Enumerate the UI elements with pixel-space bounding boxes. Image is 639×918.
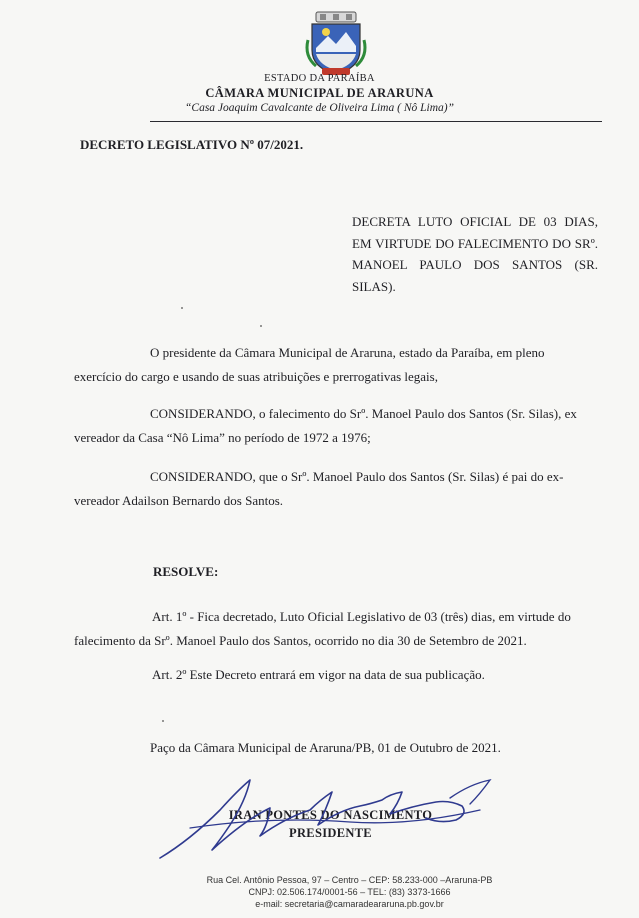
- decree-title: DECRETO LEGISLATIVO Nº 07/2021.: [80, 137, 304, 152]
- municipal-crest-icon: [302, 10, 370, 78]
- state-name: ESTADO DA PARAÍBA: [264, 73, 375, 84]
- scan-speck: [260, 325, 262, 327]
- house-name: “Casa Joaquim Cavalcante de Oliveira Lima ( Nô Lima)”: [185, 102, 454, 114]
- article-2: Art. 2º Este Decreto entrará em vigor na data de sua publicação.: [152, 667, 485, 682]
- place-and-date: Paço da Câmara Municipal de Araruna/PB, 01 de Outubro de 2021.: [150, 740, 501, 755]
- considering-paragraph-2: CONSIDERANDO, que o Srº. Manoel Paulo dos Santos (Sr. Silas) é pai do ex-vereador Adailson Bernardo dos Santos.: [74, 469, 564, 508]
- handwritten-signature: [150, 770, 510, 865]
- resolve-heading: RESOLVE:: [153, 564, 219, 579]
- scan-speck: [181, 307, 183, 309]
- preamble-paragraph: O presidente da Câmara Municipal de Araruna, estado da Paraíba, em pleno exercício do cargo e usando de suas atribuições e prerrogativas legais,: [74, 345, 545, 384]
- signer-role: PRESIDENTE: [289, 826, 372, 840]
- scan-speck: [162, 720, 164, 722]
- footer-email: e-mail: secretaria@camaradeararuna.pb.gov.br: [255, 899, 444, 909]
- footer-address: Rua Cel. Antônio Pessoa, 97 – Centro – CEP: 58.233-000 –Araruna-PB: [206, 875, 493, 885]
- considering-paragraph-1: CONSIDERANDO, o falecimento do Srº. Manoel Paulo dos Santos (Sr. Silas), ex vereador da Casa “Nô Lima” no período de 1972 a 1976;: [74, 406, 577, 445]
- footer-ids: CNPJ: 02.506.174/0001-56 – TEL: (83) 3373-1666: [248, 887, 451, 897]
- article-1: Art. 1º - Fica decretado, Luto Oficial Legislativo de 03 (três) dias, em virtude do falecimento da Srº. Manoel Paulo dos Santos, ocorrido no dia 30 de Setembro de 2021.: [74, 609, 571, 648]
- signer-name: IRAN PONTES DO NASCIMENTO: [228, 808, 433, 822]
- chamber-name: CÂMARA MUNICIPAL DE ARARUNA: [205, 86, 434, 100]
- header-divider: [150, 121, 602, 122]
- decree-summary: DECRETA LUTO OFICIAL DE 03 DIAS, EM VIRTUDE DO FALECIMENTO DO SRº. MANOEL PAULO DOS SANTOS (SR. SILAS).: [352, 214, 598, 294]
